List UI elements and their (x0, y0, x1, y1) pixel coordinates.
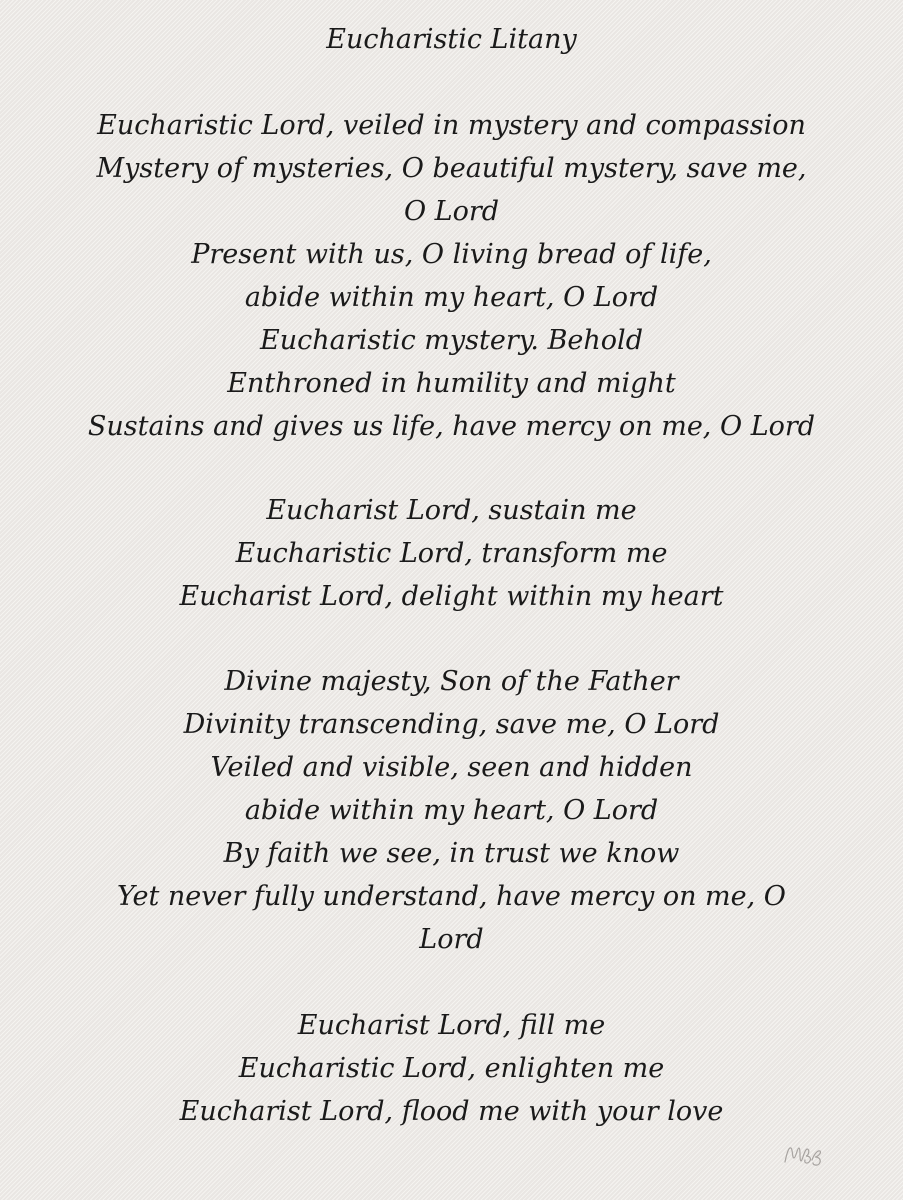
document-title: Eucharistic Litany (326, 24, 577, 55)
verse-line: Eucharist Lord, fill me (297, 1010, 606, 1041)
verse-line: Eucharistic Lord, transform me (235, 538, 668, 569)
verse-line: Enthroned in humility and might (227, 368, 676, 399)
verse-line: Eucharist Lord, flood me with your love (179, 1096, 724, 1127)
stanza-3 (20, 660, 883, 961)
verse-line: Lord (419, 924, 484, 955)
verse-line: Eucharistic mystery. Behold (260, 325, 643, 356)
verse-line: Eucharistic Lord, veiled in mystery and compassion (97, 110, 806, 141)
signature-mark (782, 1138, 826, 1170)
verse-line: Veiled and visible, seen and hidden (210, 752, 693, 783)
stanza-4 (20, 1004, 883, 1133)
verse-line: Mystery of mysteries, O beautiful mystery, save me, (96, 153, 807, 184)
verse-line: Divinity transcending, save me, O Lord (183, 709, 720, 740)
verse-line: abide within my heart, O Lord (244, 795, 659, 826)
verse-line: Yet never fully understand, have mercy on me, O (117, 881, 786, 912)
verse-line: Eucharist Lord, sustain me (266, 495, 637, 526)
verse-line: Divine majesty, Son of the Father (224, 666, 679, 697)
verse-line: By faith we see, in trust we know (223, 838, 680, 869)
verse-line: Present with us, O living bread of life, (191, 239, 712, 270)
stanza-2 (20, 489, 883, 618)
verse-line: Eucharistic Lord, enlighten me (238, 1053, 665, 1084)
verse-line: abide within my heart, O Lord (244, 282, 659, 313)
verse-line: Eucharist Lord, delight within my heart (179, 581, 724, 612)
verse-line: O Lord (403, 196, 500, 227)
stanza-1 (20, 104, 883, 448)
verse-line: Sustains and gives us life, have mercy on me, O Lord (87, 411, 816, 442)
